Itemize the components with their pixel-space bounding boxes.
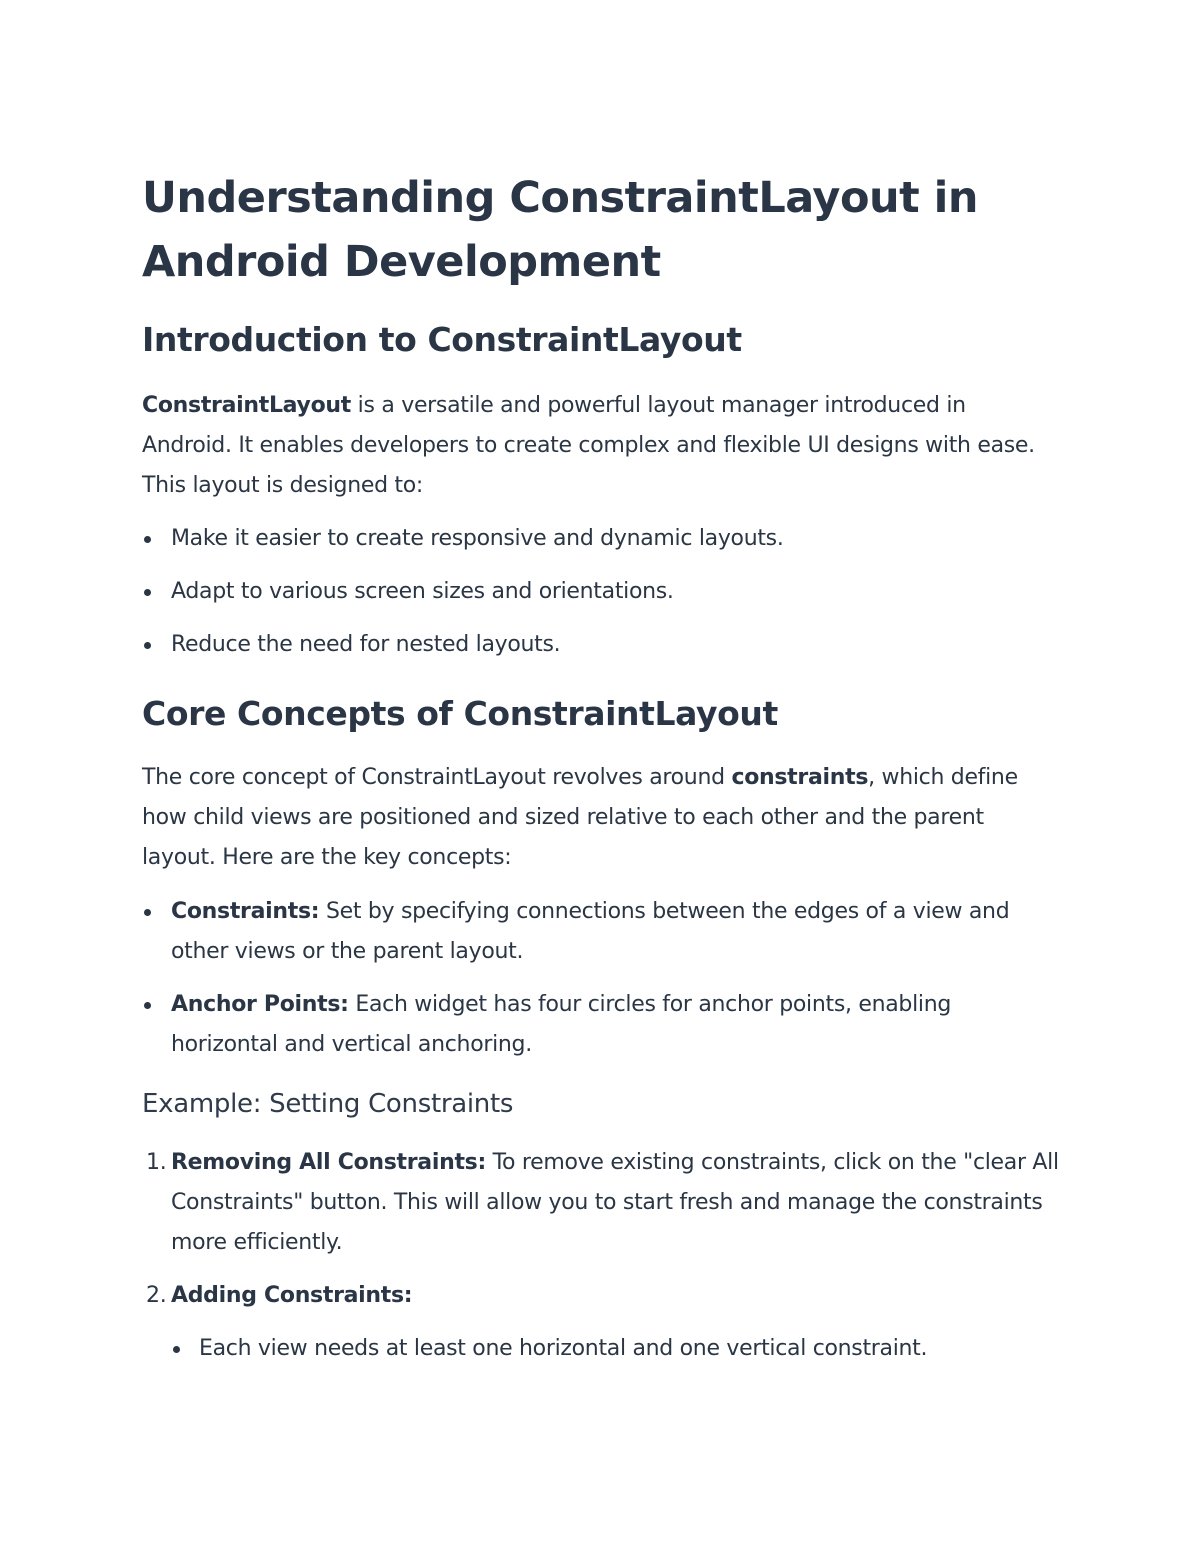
list-item: Make it easier to create responsive and dynamic layouts. xyxy=(142,519,784,559)
item-number: 1. xyxy=(146,1150,167,1175)
list-item-text: Set by specifying connections between the edges of a view and other views or the parent layout. xyxy=(171,899,1010,964)
list-item: Each view needs at least one horizontal and one vertical constraint. xyxy=(171,1329,1062,1369)
core-text-pre: The core concept of ConstraintLayout revolves around xyxy=(142,765,732,790)
bold-term: constraints xyxy=(731,765,869,790)
bold-term: Adding Constraints: xyxy=(171,1283,413,1308)
list-item: Reduce the need for nested layouts. xyxy=(142,625,784,665)
list-item-text: Each widget has four circles for anchor points, enabling horizontal and vertical anchoring. xyxy=(171,992,952,1057)
list-item xyxy=(142,985,1062,1065)
item-number: 2. xyxy=(146,1283,167,1308)
intro-text: is a versatile and powerful layout manager introduced in Android. It enables developers to create complex and flexible UI designs with ease. This layout is designed to: xyxy=(142,393,1035,498)
example-numbered-list xyxy=(142,1143,1062,1369)
section-heading-core-concepts: Core Concepts of ConstraintLayout xyxy=(142,694,778,733)
nested-bullet-list xyxy=(171,1329,1062,1369)
numbered-item-text: To remove existing constraints, click on the "clear All Constraints" button. This will allow you to start fresh and manage the constraints more efficiently. xyxy=(171,1150,1059,1255)
document-title: Understanding ConstraintLayout in Android Development xyxy=(142,173,978,287)
numbered-item xyxy=(142,1143,1062,1263)
intro-paragraph xyxy=(142,386,1062,506)
list-item xyxy=(142,892,1062,972)
section-heading-introduction: Introduction to ConstraintLayout xyxy=(142,320,742,359)
subsection-heading-example: Example: Setting Constraints xyxy=(142,1089,514,1119)
bold-term: Constraints: xyxy=(171,899,320,924)
core-paragraph xyxy=(142,758,1062,878)
bold-term: ConstraintLayout xyxy=(142,393,351,418)
core-bullet-list xyxy=(142,892,1062,1065)
core-text-post: , which define how child views are positioned and sized relative to each other and the parent layout. Here are the key concepts: xyxy=(142,765,1018,870)
bold-term: Anchor Points: xyxy=(171,992,349,1017)
bold-term: Removing All Constraints: xyxy=(171,1150,486,1175)
numbered-item xyxy=(142,1276,1062,1369)
list-item: Adapt to various screen sizes and orientations. xyxy=(142,572,784,612)
intro-bullet-list xyxy=(142,519,784,665)
